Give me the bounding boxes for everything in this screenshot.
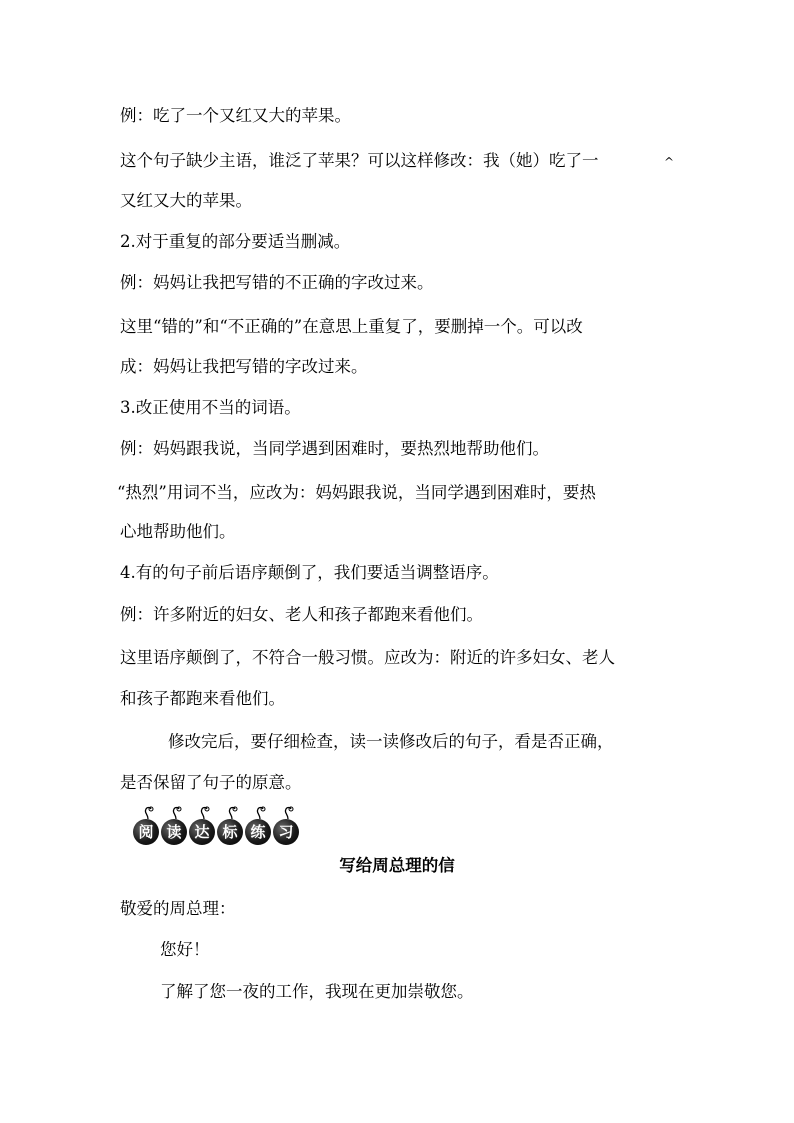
example-line: 例：妈妈让我把写错的不正确的字改过来。 (120, 273, 434, 292)
explanation-line: 这里“错的”和“不正确的”在意思上重复了，要删掉一个。可以改 (120, 317, 583, 336)
rule-heading-4: 4.有的句子前后语序颠倒了，我们要适当调整语序。 (120, 563, 499, 582)
fuse-icon (141, 805, 155, 819)
badge-label: 标 (217, 819, 243, 845)
letter-salutation: 敬爱的周总理： (120, 899, 236, 918)
example-line: 例：吃了一个又红又大的苹果。 (120, 106, 351, 125)
fuse-icon (281, 805, 295, 819)
explanation-line-cont: 又红又大的苹果。 (120, 191, 252, 210)
badge-label: 阅 (133, 819, 159, 845)
letter-body-line: 了解了您一夜的工作，我现在更加崇敬您。 (160, 982, 474, 1001)
fuse-icon (253, 805, 267, 819)
explanation-line-cont: 心地帮助他们。 (120, 522, 236, 541)
badge-char (133, 805, 160, 845)
section-badge-reading-practice (133, 805, 300, 845)
fuse-icon (197, 805, 211, 819)
explanation-line-cont: 和孩子都跑来看他们。 (120, 689, 285, 708)
rule-heading-3: 3.改正使用不当的词语。 (120, 398, 301, 417)
explanation-line: 这里语序颠倒了，不符合一般习惯。应改为：附近的许多妇女、老人 (120, 648, 615, 667)
example-line: 例：妈妈跟我说，当同学遇到困难时，要热烈地帮助他们。 (120, 439, 549, 458)
explanation-line: “热烈”用词不当，应改为：妈妈跟我说，当同学遇到困难时，要热 (117, 483, 596, 502)
explanation-line-cont: 成：妈妈让我把写错的字改过来。 (120, 357, 368, 376)
badge-char (161, 805, 188, 845)
badge-char (189, 805, 216, 845)
badge-label: 习 (273, 819, 299, 845)
summary-line: 修改完后，要仔细检查，读一读修改后的句子，看是否正确， (168, 732, 614, 751)
rule-heading-2: 2.对于重复的部分要适当删减。 (120, 232, 351, 251)
example-line: 例：许多附近的妇女、老人和孩子都跑来看他们。 (120, 605, 483, 624)
summary-line-cont: 是否保留了句子的原意。 (120, 773, 302, 792)
letter-greeting: 您好！ (160, 940, 210, 959)
caret-mark: ^ (664, 155, 675, 169)
badge-label: 达 (189, 819, 215, 845)
badge-char (217, 805, 244, 845)
badge-char (273, 805, 300, 845)
letter-title: 写给周总理的信 (339, 856, 455, 875)
fuse-icon (225, 805, 239, 819)
fuse-icon (169, 805, 183, 819)
badge-label: 练 (245, 819, 271, 845)
badge-label: 读 (161, 819, 187, 845)
explanation-line: 这个句子缺少主语，谁泛了苹果？可以这样修改：我（她）吃了一 (120, 151, 599, 170)
badge-char (245, 805, 272, 845)
